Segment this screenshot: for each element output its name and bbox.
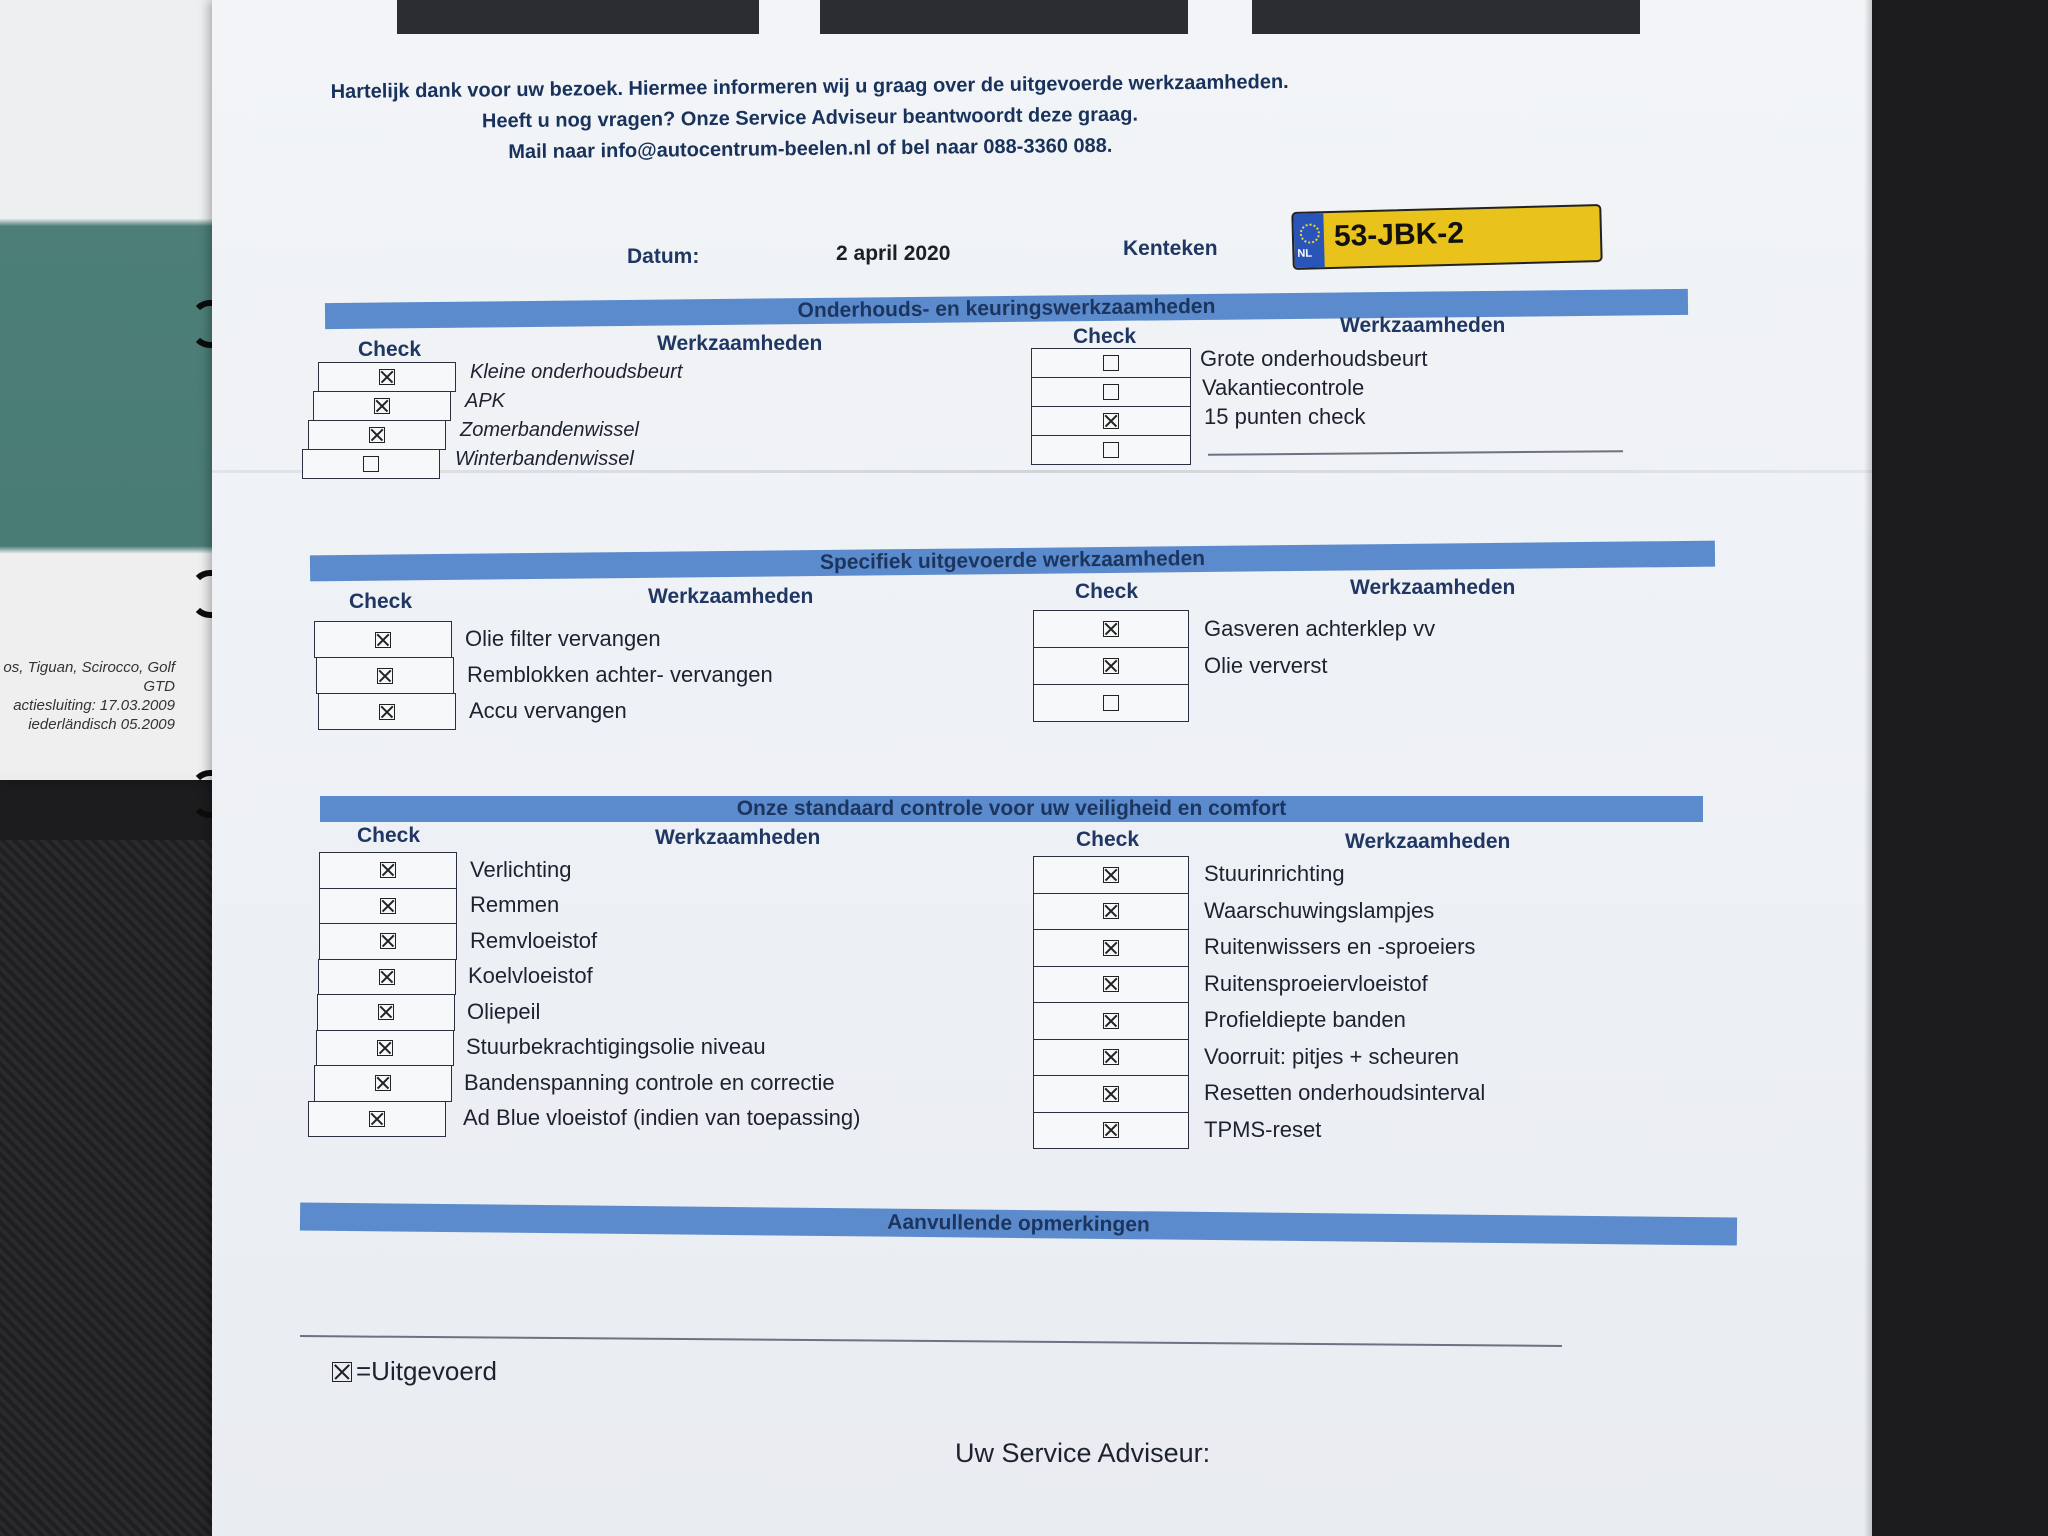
checked-box-icon bbox=[1103, 413, 1119, 429]
checked-box-icon bbox=[1103, 867, 1119, 883]
task-bandenspanning-controle-en-correctie: Bandenspanning controle en correctie bbox=[464, 1069, 835, 1095]
empty-box-icon bbox=[363, 456, 379, 472]
legend bbox=[332, 1356, 497, 1387]
work-column-header: Werkzaamheden bbox=[1340, 314, 1506, 337]
check-cell bbox=[318, 959, 456, 996]
check-cell bbox=[1033, 1112, 1189, 1150]
date-label: Datum: bbox=[627, 245, 700, 268]
check-cell bbox=[1033, 1002, 1189, 1040]
empty-box-icon bbox=[1103, 695, 1119, 711]
check-cell bbox=[319, 852, 457, 889]
task-oliepeil: Oliepeil bbox=[467, 998, 541, 1024]
task-ruitenwissers-en-sproeiers: Ruitenwissers en -sproeiers bbox=[1204, 934, 1476, 960]
check-cell bbox=[318, 693, 456, 730]
task-vakantiecontrole: Vakantiecontrole bbox=[1202, 374, 1365, 400]
check-cell bbox=[319, 923, 457, 960]
eu-stars-icon bbox=[1300, 223, 1321, 244]
checked-box-icon bbox=[378, 1004, 394, 1020]
checked-box-icon bbox=[1103, 1049, 1119, 1065]
task-voorruit-pitjes-scheuren: Voorruit: pitjes + scheuren bbox=[1204, 1043, 1459, 1069]
background-floor-mat bbox=[0, 840, 240, 1536]
checked-box-icon bbox=[1103, 621, 1119, 637]
work-column-header: Werkzaamheden bbox=[648, 585, 814, 608]
check-column-header: Check bbox=[349, 590, 413, 613]
booklet-line: actiesluiting: 17.03.2009 bbox=[13, 697, 175, 714]
checked-box-icon bbox=[375, 1075, 391, 1091]
checked-box-icon bbox=[369, 1111, 385, 1127]
checked-box-icon bbox=[1103, 976, 1119, 992]
intro-text bbox=[260, 66, 1361, 171]
check-cell bbox=[1031, 348, 1191, 378]
checked-box-icon bbox=[332, 1362, 352, 1382]
checked-box-icon bbox=[1103, 658, 1119, 674]
work-column-header: Werkzaamheden bbox=[1350, 576, 1516, 599]
plate-number: 53-JBK-2 bbox=[1333, 216, 1465, 253]
check-cell bbox=[1031, 406, 1191, 436]
task-zomerbandenwissel: Zomerbandenwissel bbox=[460, 418, 639, 441]
task-stuurinrichting: Stuurinrichting bbox=[1204, 861, 1345, 887]
task-grote-onderhoudsbeurt: Grote onderhoudsbeurt bbox=[1200, 345, 1428, 371]
checked-box-icon bbox=[369, 427, 385, 443]
eu-flag-icon bbox=[1293, 213, 1324, 268]
empty-box-icon bbox=[1103, 355, 1119, 371]
check-cell bbox=[1033, 966, 1189, 1004]
work-column-header: Werkzaamheden bbox=[655, 826, 821, 849]
task-kleine-onderhoudsbeurt: Kleine onderhoudsbeurt bbox=[470, 360, 683, 383]
booklet-text bbox=[0, 658, 175, 734]
task-winterbandenwissel: Winterbandenwissel bbox=[455, 447, 634, 470]
check-cell bbox=[318, 362, 456, 392]
task-verlichting: Verlichting bbox=[470, 856, 572, 882]
task-ruitensproeiervloeistof: Ruitensproeiervloeistof bbox=[1204, 970, 1428, 996]
check-cell bbox=[319, 888, 457, 925]
section-title-standaard: Onze standaard controle voor uw veiligheid en comfort bbox=[320, 796, 1703, 822]
check-cell bbox=[313, 391, 451, 421]
check-cell bbox=[317, 994, 455, 1031]
task-ad-blue-vloeistof-indien-van-toepassing: Ad Blue vloeistof (indien van toepassing) bbox=[463, 1105, 861, 1131]
intro-line: Heeft u nog vragen? Onze Service Adviseur beantwoordt deze graag. bbox=[481, 103, 1139, 133]
checked-box-icon bbox=[1103, 1122, 1119, 1138]
check-cell bbox=[1033, 684, 1189, 722]
intro-line: Hartelijk dank voor uw bezoek. Hiermee informeren wij u graag over de uitgevoerde werkzaamheden. bbox=[330, 70, 1289, 104]
license-plate bbox=[1291, 204, 1602, 270]
checked-box-icon bbox=[379, 969, 395, 985]
check-column-header: Check bbox=[357, 824, 421, 847]
task-olie-filter-vervangen: Olie filter vervangen bbox=[465, 626, 661, 651]
legend-text: =Uitgevoerd bbox=[356, 1356, 497, 1386]
checked-box-icon bbox=[375, 632, 391, 648]
header-photo bbox=[1252, 0, 1640, 34]
booklet-line: iederländisch 05.2009 bbox=[28, 716, 175, 733]
plate-label: Kenteken bbox=[1123, 237, 1218, 260]
check-cell bbox=[1031, 377, 1191, 407]
empty-box-icon bbox=[1103, 384, 1119, 400]
task-profieldiepte-banden: Profieldiepte banden bbox=[1204, 1007, 1406, 1033]
work-column-header: Werkzaamheden bbox=[1345, 830, 1511, 853]
service-report-paper bbox=[212, 0, 1872, 1536]
task-waarschuwingslampjes: Waarschuwingslampjes bbox=[1204, 897, 1435, 923]
task-stuurbekrachtigingsolie-niveau: Stuurbekrachtigingsolie niveau bbox=[466, 1034, 766, 1060]
booklet-line: os, Tiguan, Scirocco, Golf bbox=[3, 659, 175, 676]
check-column-header: Check bbox=[358, 338, 422, 361]
check-cell bbox=[1033, 647, 1189, 685]
task-15-punten-check: 15 punten check bbox=[1204, 403, 1366, 429]
task-resetten-onderhoudsinterval: Resetten onderhoudsinterval bbox=[1204, 1080, 1486, 1106]
task-apk: APK bbox=[465, 389, 506, 412]
check-cell bbox=[314, 621, 452, 658]
intro-line: Mail naar info@autocentrum-beelen.nl of bel naar 088-3360 088. bbox=[508, 134, 1113, 164]
check-cell bbox=[308, 1101, 446, 1138]
check-cell bbox=[308, 420, 446, 450]
task-olie-ververst: Olie ververst bbox=[1204, 652, 1328, 678]
empty-box-icon bbox=[1103, 442, 1119, 458]
check-cell bbox=[314, 1065, 452, 1102]
check-column-header: Check bbox=[1075, 580, 1139, 603]
paper-edge bbox=[1864, 0, 1872, 1536]
checked-box-icon bbox=[379, 704, 395, 720]
checked-box-icon bbox=[1103, 1013, 1119, 1029]
plate-country-code: NL bbox=[1297, 247, 1313, 260]
check-cell bbox=[1033, 856, 1189, 894]
service-advisor-label: Uw Service Adviseur: bbox=[955, 1438, 1211, 1468]
section-title-onderhoud: Onderhouds- en keuringswerkzaamheden bbox=[325, 289, 1688, 329]
check-cell bbox=[1033, 1039, 1189, 1077]
check-cell bbox=[1033, 893, 1189, 931]
check-cell bbox=[316, 657, 454, 694]
check-cell bbox=[1033, 929, 1189, 967]
section-title-opmerkingen: Aanvullende opmerkingen bbox=[300, 1202, 1737, 1245]
task-accu-vervangen: Accu vervangen bbox=[469, 698, 627, 723]
check-cell bbox=[1033, 610, 1189, 648]
checked-box-icon bbox=[380, 898, 396, 914]
checked-box-icon bbox=[377, 1040, 393, 1056]
header-photo bbox=[397, 0, 759, 34]
work-column-header: Werkzaamheden bbox=[657, 332, 823, 355]
checked-box-icon bbox=[377, 668, 393, 684]
check-column-header: Check bbox=[1073, 325, 1137, 348]
checked-box-icon bbox=[1103, 903, 1119, 919]
task-remblokken-achter-vervangen: Remblokken achter- vervangen bbox=[467, 662, 773, 687]
task-remmen: Remmen bbox=[470, 892, 560, 918]
task-gasveren-achterklep-vv: Gasveren achterklep vv bbox=[1204, 615, 1436, 641]
section-title-specifiek: Specifiek uitgevoerde werkzaamheden bbox=[310, 541, 1715, 582]
booklet-line: GTD bbox=[143, 678, 175, 695]
checked-box-icon bbox=[1103, 1086, 1119, 1102]
task-remvloeistof: Remvloeistof bbox=[470, 927, 598, 953]
checked-box-icon bbox=[380, 933, 396, 949]
check-cell bbox=[316, 1030, 454, 1067]
date-value: 2 april 2020 bbox=[836, 242, 951, 265]
check-cell bbox=[1033, 1075, 1189, 1113]
checked-box-icon bbox=[379, 369, 395, 385]
check-cell bbox=[302, 449, 440, 479]
check-cell bbox=[1031, 435, 1191, 465]
check-column-header: Check bbox=[1076, 828, 1140, 851]
checked-box-icon bbox=[380, 862, 396, 878]
task-tpms-reset: TPMS-reset bbox=[1204, 1116, 1322, 1142]
header-photo bbox=[820, 0, 1188, 34]
checked-box-icon bbox=[1103, 940, 1119, 956]
checked-box-icon bbox=[374, 398, 390, 414]
task-koelvloeistof: Koelvloeistof bbox=[468, 963, 593, 989]
